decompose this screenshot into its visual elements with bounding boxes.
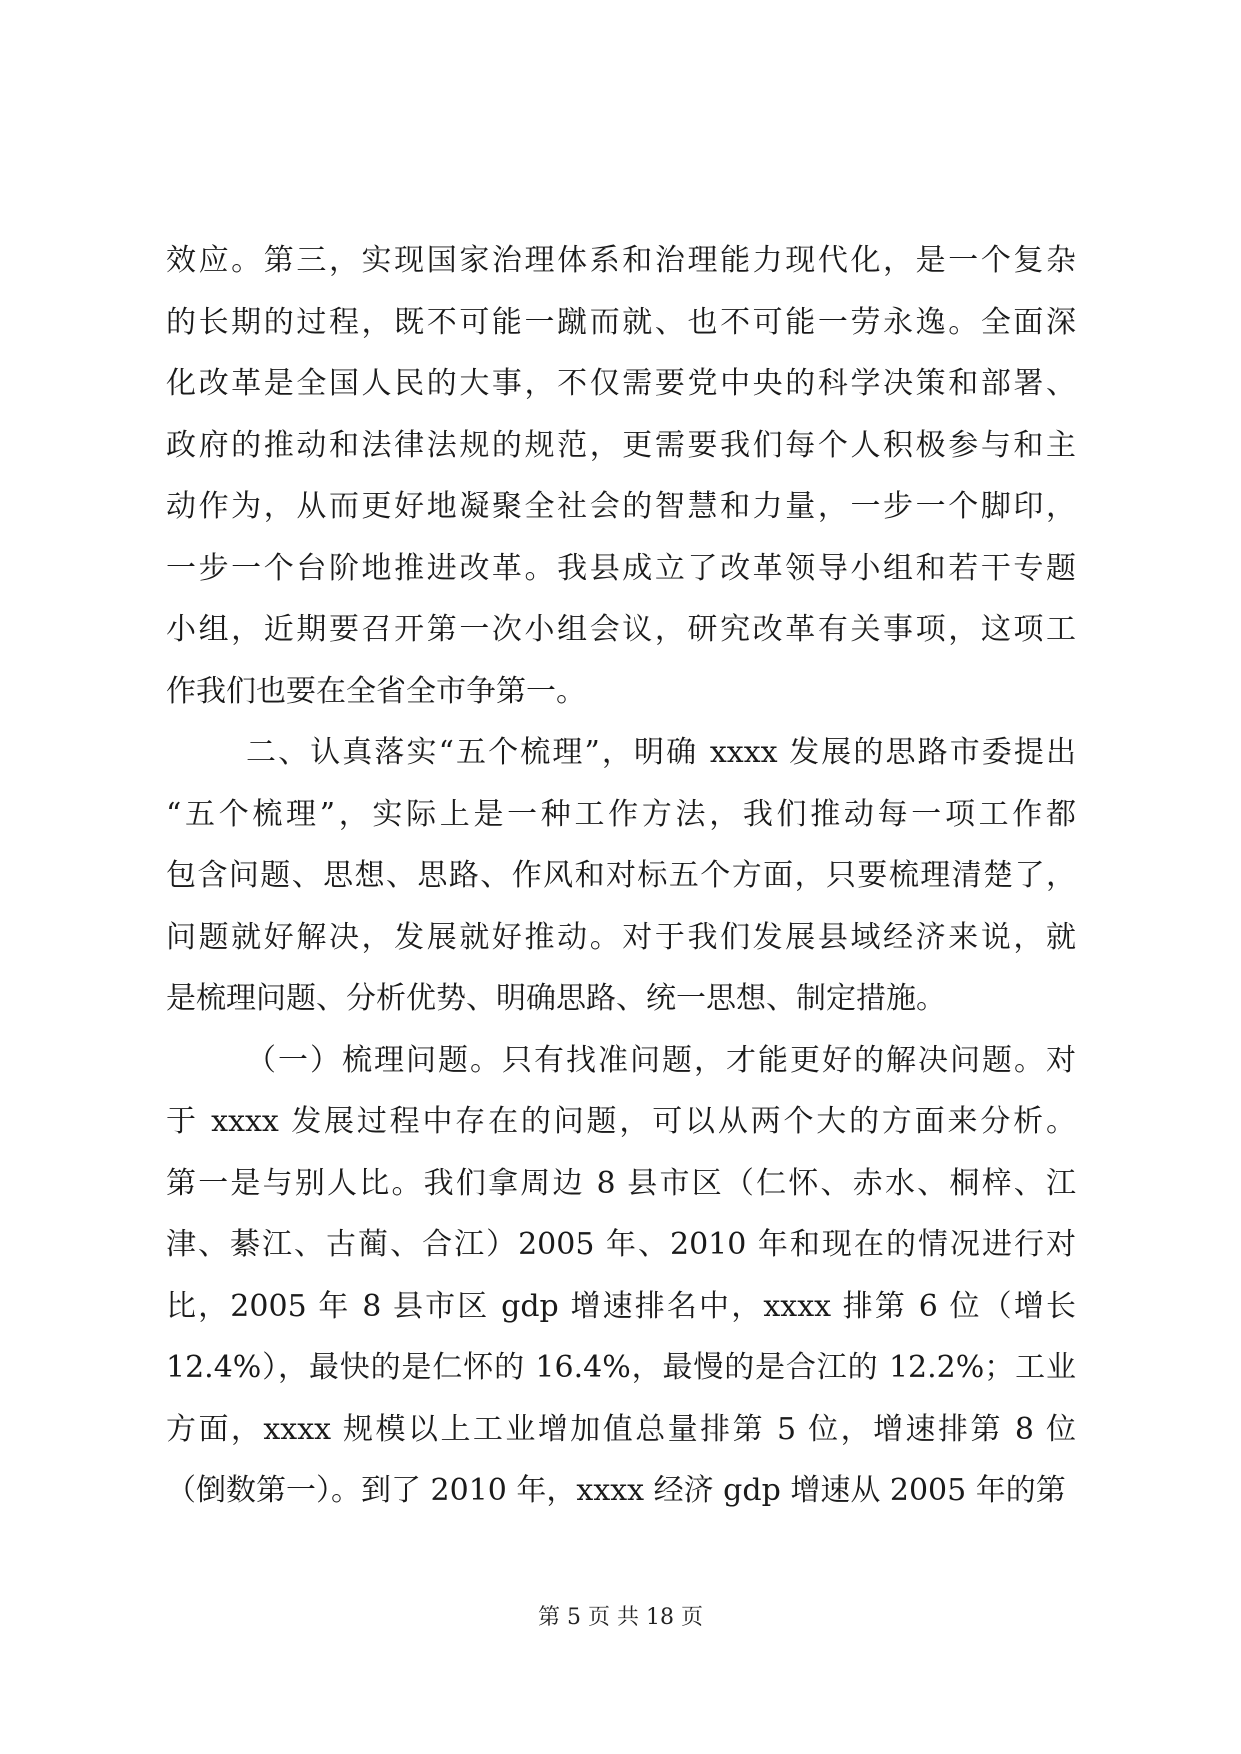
paragraph-subsection-one-line: 津、綦江、古蔺、合江）2005 年、2010 年和现在的情况进行对	[166, 1227, 1076, 1262]
paragraph-continuation-line: 一步一个台阶地推进改革。我县成立了改革领导小组和若干专题	[166, 550, 1076, 586]
paragraph-continuation-line: 作我们也要在全省全市争第一。	[166, 673, 586, 709]
body-text	[166, 230, 1076, 1522]
paragraph-subsection-one-line: 方面，xxxx 规模以上工业增加值总量排第 5 位，增速排第 8 位	[166, 1411, 1076, 1447]
paragraph-continuation-line: 动作为，从而更好地凝聚全社会的智慧和力量，一步一个脚印，	[166, 489, 1076, 524]
paragraph-continuation-line: 小组，近期要召开第一次小组会议，研究改革有关事项，这项工	[166, 612, 1076, 647]
paragraph-section-two-line: 是梳理问题、分析优势、明确思路、统一思想、制定措施。	[166, 981, 946, 1016]
paragraph-subsection-one-line: 12.4%），最快的是仁怀的 16.4%，最慢的是合江的 12.2%；工业	[166, 1350, 1076, 1385]
paragraph-section-two-line: 问题就好解决，发展就好推动。对于我们发展县域经济来说，就	[166, 919, 1076, 955]
page-footer: 第 5 页 共 18 页	[538, 1605, 703, 1630]
paragraph-continuation-line: 政府的推动和法律法规的规范，更需要我们每个人积极参与和主	[166, 427, 1076, 463]
paragraph-section-two-line: “五个梳理”，实际上是一种工作方法，我们推动每一项工作都	[166, 796, 1076, 832]
paragraph-subsection-one-line: 第一是与别人比。我们拿周边 8 县市区（仁怀、赤水、桐梓、江	[166, 1165, 1076, 1201]
paragraph-subsection-one-line: （倒数第一）。到了 2010 年，xxxx 经济 gdp 增速从 2005 年的第	[166, 1473, 1066, 1508]
paragraph-subsection-one-line: 于 xxxx 发展过程中存在的问题，可以从两个大的方面来分析。	[166, 1104, 1076, 1139]
paragraph-continuation-line: 的长期的过程，既不可能一蹴而就、也不可能一劳永逸。全面深	[166, 304, 1076, 340]
paragraph-section-two-line: 二、认真落实“五个梳理”，明确 xxxx 发展的思路市委提出	[246, 735, 1076, 770]
paragraph-continuation-line: 化改革是全国人民的大事，不仅需要党中央的科学决策和部署、	[166, 366, 1076, 401]
paragraph-subsection-one-line: （一）梳理问题。只有找准问题，才能更好的解决问题。对	[246, 1042, 1076, 1078]
paragraph-continuation-line: 效应。第三，实现国家治理体系和治理能力现代化，是一个复杂	[166, 243, 1076, 278]
paragraph-section-two-line: 包含问题、思想、思路、作风和对标五个方面，只要梳理清楚了，	[166, 858, 1076, 893]
paragraph-subsection-one-line: 比，2005 年 8 县市区 gdp 增速排名中，xxxx 排第 6 位（增长	[166, 1288, 1076, 1324]
